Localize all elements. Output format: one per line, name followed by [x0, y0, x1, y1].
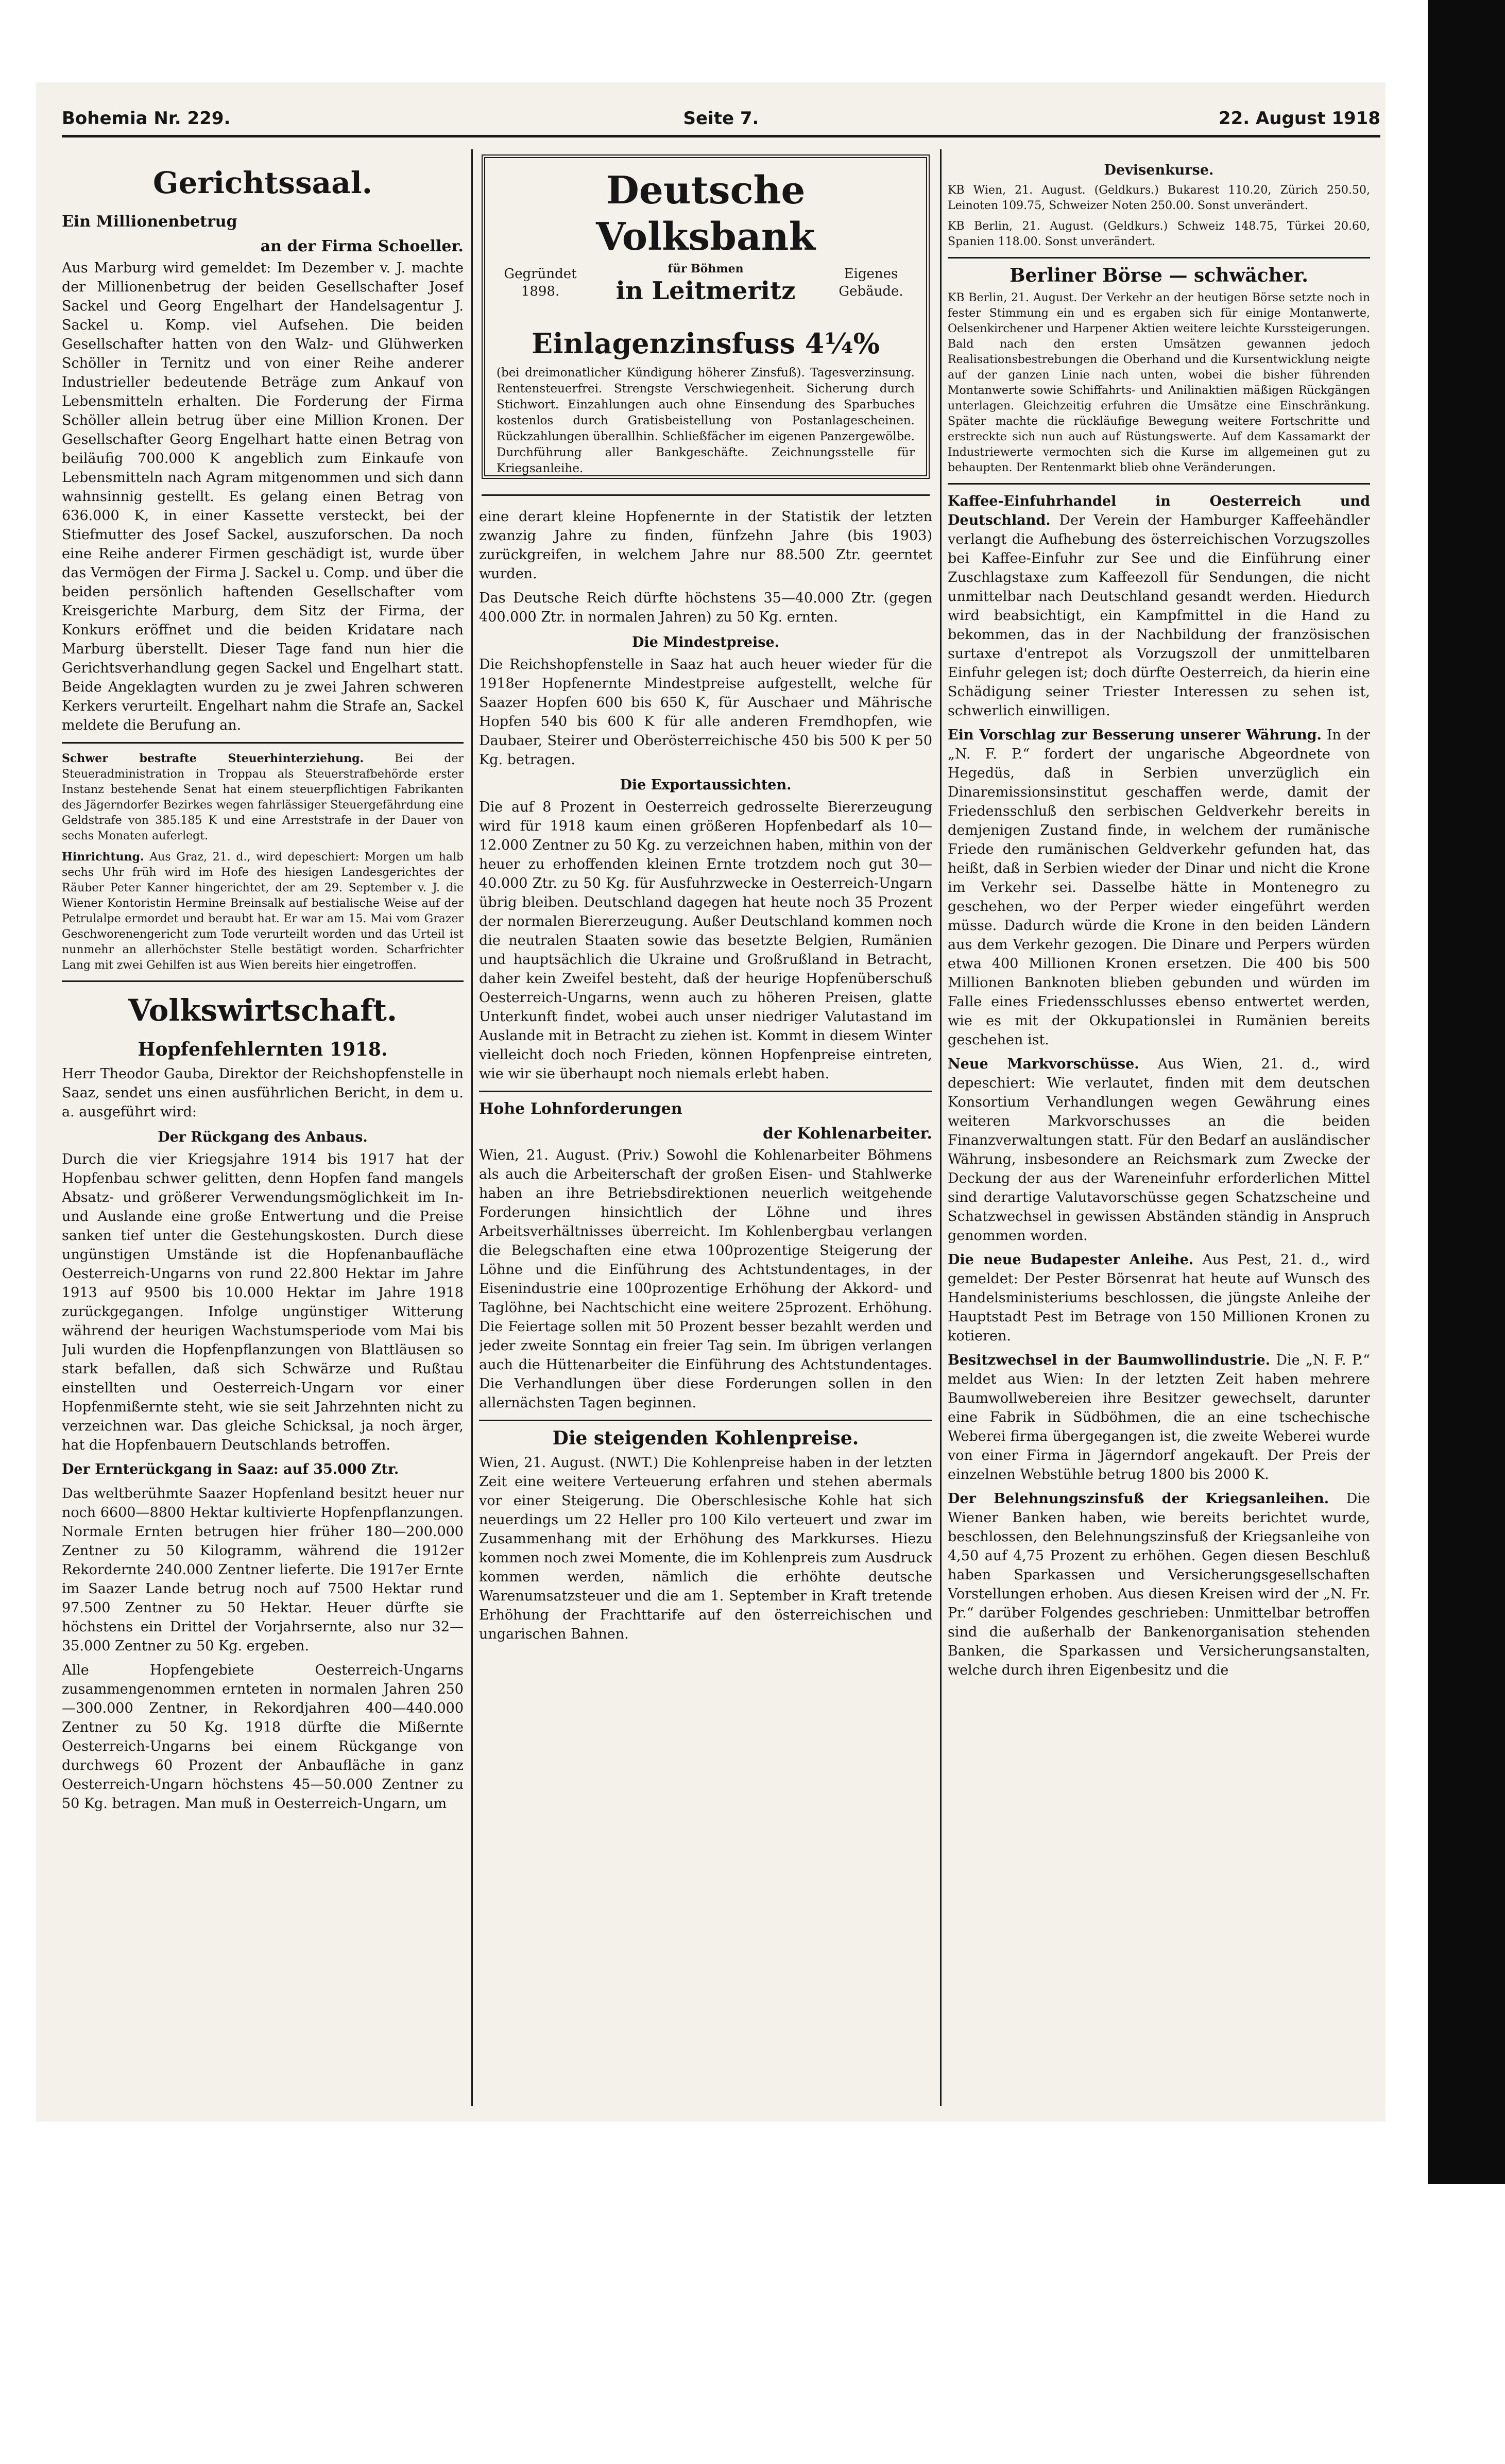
- item-keyword: Ein Vorschlag zur Besserung unserer Währung.: [948, 727, 1322, 743]
- article-subtitle: der Kohlenarbeiter.: [763, 1125, 932, 1143]
- ad-location: [584, 262, 827, 306]
- item-keyword: Der Ernterückgang in Saaz: auf 35.000 Ztr.: [62, 1461, 399, 1477]
- bank-name: Deutsche Volksbank: [596, 168, 815, 259]
- section-title-volkswirtschaft: Volkswirtschaft.: [128, 993, 398, 1028]
- item-text: Aus Graz, 21. d., wird depeschiert: Morgen um halb sechs Uhr früh wird im Hofe des hiesigen Landesgerichtes der Räuber Peter Kanner hingerichtet, der am 29. September v. J. die Wiener Kontoristin Hermine Breinsalk auf bestialische Weise auf der Petrulalpe ermordet und beraubt hat. Er war am 15. Mai vom Grazer Geschworenengericht zum Tode verurteilt worden und das Urteil ist nunmehr an allerhöchster Stelle bestätigt worden. Scharfrichter Lang mit zwei Gehilfen ist aus Wien bereits hier eingetroffen.: [62, 851, 464, 972]
- article-intro: Herr Theodor Gauba, Direktor der Reichshopfenstelle in Saaz, sendet uns einen ausführlichen Bericht, in dem u. a. ausgeführt wird:: [62, 1066, 464, 1120]
- ad-details-row: [497, 262, 915, 324]
- divider: [948, 483, 1370, 485]
- item-text: Der Verein der Hamburger Kaffeehändler verlangt die Aufhebung des österreichischen Vorzugszolles bei Kaffee-Einfuhr zur See und die Einführung einer Zuschlagstaxe zum Kaffeezoll für Sendungen, die nicht unmittelbar nach Deutschland gesandt werden. Hiedurch wird beabsichtigt, ein Kampfmittel in die Hand zu bekommen, das in der Nachbildung der französischen surtaxe d'entrepot als Vorzugszoll der unmittelbaren Einfuhr gelegen ist; doch dürfte Oesterreich, da hierin eine Schädigung seiner Triester Interessen zu sehen ist, schwerlich einwilligen.: [948, 512, 1370, 719]
- item-keyword: Der Belehnungszinsfuß der Kriegsanleihen.: [948, 1491, 1329, 1507]
- exchange-rates: KB Berlin, 21. August. (Geldkurs.) Schweiz 148.75, Türkei 20.60, Spanien 118.00. Sonst unverändert.: [948, 220, 1370, 248]
- header-rule: [62, 135, 1380, 137]
- section-title-gerichtssaal: Gerichtssaal.: [153, 165, 372, 200]
- news-item: [948, 1351, 1370, 1484]
- item-keyword: Schwer bestrafte Steuerhinterziehung.: [62, 752, 364, 765]
- subheading: Devisenkurse.: [1104, 162, 1214, 178]
- divider: [479, 1420, 932, 1421]
- article-title: Berliner Börse — schwächer.: [1010, 265, 1308, 286]
- bank-advertisement: [482, 154, 930, 479]
- page-header: [62, 108, 1380, 139]
- item-text: Bei der Steueradministration in Troppau als Steuerstrafbehörde erster Instanz bestehende Senat hat einem steuerpflichtigen Fabrikanten des Jägerndorfer Bezirkes wegen fahrlässiger Steuergefährdung eine Geldstrafe von 385.185 K und eine Arreststrafe in der Dauer von sechs Monaten auferlegt.: [62, 752, 464, 842]
- divider: [62, 742, 464, 744]
- divider: [479, 1091, 932, 1092]
- item-keyword: Die neue Budapester Anleihe.: [948, 1252, 1194, 1268]
- article-body: [62, 1460, 464, 1479]
- item-text: Die „N. F. P.“ meldet aus Wien: In der letzten Zeit haben mehrere Baumwollwebereien ihre Besitzer gewechselt, darunter eine Fabrik in Südböhmen, die an eine tschechische Weberei firma übergegangen ist, die zweite Weberei wurde von einer Firma in Jägerndorf angekauft. Der Preis der einzelnen Webstühle betrug 1800 bis 2000 K.: [948, 1352, 1370, 1483]
- ad-city: in Leitmeritz: [615, 277, 796, 305]
- header-page-number: Seite 7.: [683, 108, 759, 129]
- header-publication: Bohemia Nr. 229.: [62, 108, 231, 129]
- item-keyword: Neue Markvorschüsse.: [948, 1056, 1139, 1072]
- item-keyword: Hinrichtung.: [62, 850, 144, 864]
- item-text: Aus Wien, 21. d., wird depeschiert: Wie verlautet, finden mit dem deutschen Konsortium Verhandlungen wegen Gewährung eines weiteren Markvorschusses an die beiden Finanzverwaltungen statt. Für den Bedarf an ausländischer Währung, insbesondere an Reichsmark zum Zwecke der Deckung der aus der Wareneinfuhr erforderlichen Mittel sind derartige Valutavorschüsse gegen Schatzscheine und Schatzwechsel in gewissen Abständen ständig in Anspruch genommen worden.: [948, 1056, 1370, 1244]
- ad-region: für Böhmen: [668, 262, 744, 275]
- news-item: [62, 751, 464, 844]
- ad-fine-print: (bei dreimonatlicher Kündigung höherer Zinsfuß). Tagesverzinsung. Rentensteuerfrei. Strengste Verschwiegenheit. Sicherung durch Stichwort. Einzahlungen auch ohne Einsendung des Sparbuches kostenlos durch Gratisbeistellung von Postanlagescheinen. Rückzahlungen überallhin. Schließfächer im eigenen Panzergewölbe. Durchführung aller Bankgeschäfte. Zeichnungsstelle für Kriegsanleihe.: [497, 366, 915, 475]
- column-1: [62, 154, 464, 2111]
- article-title: Die steigenden Kohlenpreise.: [552, 1427, 859, 1449]
- item-text: In der „N. F. P.“ fordert der ungarische Abgeordnete von Hegedüs, daß in Serbien unverzüglich ein Dinaremissionsinstitut geschaffen werde, damit der Friedensschluß den serbischen Geldverkehr bereits in demjenigen Zustand finde, in welchem der rumänische Friede den rumänischen Geldverkehr gefunden hat, das heißt, daß in Serbien wieder der Dinar und nicht die Krone im Verkehr sei. Dasselbe hätte in Montenegro zu geschehen, wo der Perper wieder eingeführt werden müsse. Dadurch würde die Krone in den beiden Ländern aus dem Verkehr gezogen. Die Dinare und Perpers würden etwa 400 Millionen Kronen ersetzen. Die 400 bis 500 Millionen Banknoten blieben gebunden und würden im Falle eines Friedensschlusses ebenso entwertet werden, wie es mit der Okkupationslei in Rumänien bereits geschehen ist.: [948, 727, 1370, 1048]
- item-text: Die Wiener Banken haben, wie bereits berichtet wurde, beschlossen, den Belehnungszinsfuß der Kriegsanleihe von 4,50 auf 4,75 Prozent zu erhöhen. Gegen diesen Beschluß haben Sparkassen und Versicherungsgesellschaften Vorstellungen erhoben. Aus diesen Kreisen wird der „N. Fr. Pr.“ darüber Folgendes geschrieben: Unmittelbar betroffen sind die außerhalb der Bankenorganisation stehenden Banken, die Sparkassen und Versicherungsanstalten, welche durch ihren Eigenbesitz und die: [948, 1491, 1370, 1678]
- item-keyword: Kaffee-Einfuhrhandel in Oesterreich und Deutschland.: [948, 493, 1370, 528]
- article-title: Ein Millionenbetrug: [62, 213, 237, 231]
- ad-founded: Gegründet 1898.: [504, 266, 577, 299]
- item-keyword: Besitzwechsel in der Baumwollindustrie.: [948, 1352, 1271, 1368]
- subheading: Der Rückgang des Anbaus.: [158, 1129, 368, 1145]
- column-3: [948, 154, 1370, 2111]
- subheading: Die Exportaussichten.: [620, 777, 792, 793]
- news-item: [948, 726, 1370, 1049]
- article-title: Hopfenfehlernten 1918.: [138, 1039, 388, 1060]
- news-item: [948, 492, 1370, 720]
- news-item: [948, 1055, 1370, 1245]
- article-body: Die Reichshopfenstelle in Saaz hat auch heuer wieder für die 1918er Hopfenernte Mindestpreise aufgestellt, welche für Saazer Hopfen 600 bis 650 K, für Auschaer und Mährische Hopfen 540 bis 600 K für alle anderen Fremdhopfen, wie Daubaer, Steirer und Oberösterreichische 450 bis 500 K per 50 Kg. betragen.: [479, 657, 932, 768]
- column-2: [479, 507, 932, 2464]
- subheading: Die Mindestpreise.: [631, 634, 780, 650]
- ad-interest-rate: Einlagenzinsfuss 4¼%: [532, 327, 880, 360]
- article-body: Durch die vier Kriegsjahre 1914 bis 1917 hat der Hopfenbau schwer gelitten, denn Hopfen fand mangels Absatz- und größerer Verwendungsmöglichkeit im In- und Auslande eine große Entwertung und die Preise sanken tief unter die Gestehungskosten. Durch diese ungünstigen Umstände ist die Hopfenanbaufläche Oesterreich-Ungarns von rund 22.800 Hektar im Jahre 1913 auf 9500 bis 10.000 Hektar im Jahre 1918 zurückgegangen. Infolge ungünstiger Witterung während der heurigen Wachstumsperiode vom Mai bis Juli wurden die Hopfenpflanzungen von Blattläusen so stark befallen, daß sich Schwärze und Rußtau einstellten und Oesterreich-Ungarn vor einer Hopfenmißernte steht, wie sie seit Jahrzehnten nicht zu verzeichnen war. Das gleiche Schicksal, ja noch ärger, hat die Hopfenbauern Deutschlands betroffen.: [62, 1151, 464, 1453]
- item-text: Aus Pest, 21. d., wird gemeldet: Der Pester Börsenrat hat heute auf Wunsch des Handelsministeriums beschlossen, die jüngste Anleihe der Hauptstadt Pest im Betrage von 150 Millionen Kronen zu kotieren.: [948, 1252, 1370, 1344]
- divider: [948, 257, 1370, 259]
- article-body: Wien, 21. August. (NWT.) Die Kohlenpreise haben in der letzten Zeit eine weitere Verteuerung erfahren und stehen abermals vor einer Steigerung. Die Oberschlesische Kohle hat sich neuerdings um 22 Heller pro 100 Kilo verteuert und zwar im Zusammenhang mit der Erhöhung des Markkurses. Hiezu kommen noch zwei Momente, die im Kohlenpreis zum Ausdruck kommen werden, nämlich die erhöhte deutsche Warenumsatzsteuer und die am 1. September in Kraft tretende Erhöhung der Frachttarife auf den österreichischen und ungarischen Bahnen.: [479, 1455, 932, 1642]
- article-title: Hohe Lohnforderungen: [479, 1100, 682, 1118]
- article-body: KB Berlin, 21. August. Der Verkehr an der heutigen Börse setzte noch in fester Stimmung ein und es ergaben sich für einige Montanwerte, Oelsenkirchener und Harpener Aktien weitere leichte Kurssteigerungen. Bald nach den ersten Umsätzen gewannen jedoch Realisationsbestrebungen die Oberhand und die Kursentwicklung neigte auf der ganzen Linie nach unten, wobei die bisher führenden Montanwerte sowie Schiffahrts- und Anilinaktien mäßigen Rückgängen unterlagen. Gleichzeitig erfuhren die Umsätze eine Einschränkung. Später machte die rückläufige Bewegung weitere Fortschritte und erstreckte sich nun auch auf Rüstungswerte. Auf dem Kassamarkt der Industriewerte vermochten sich die Kurse im allgemeinen gut zu behaupten. Der Rentenmarkt blieb ohne Veränderungen.: [948, 291, 1370, 474]
- article-body: Das weltberühmte Saazer Hopfenland besitzt heuer nur noch 6600—8800 Hektar kultivierte Hopfenpflanzungen. Normale Ernten betrugen hier früher 180—200.000 Zentner zu 50 Kilogramm, während die 1912er Rekordernte 240.000 Zentner lieferte. Die 1917er Ernte im Saazer Lande betrug noch auf 7500 Hektar rund 97.500 Zentner zu 50 Hektar. Heuer dürfte sie höchstens ein Drittel der Vorjahrsernte, also nur 32—35.000 Zentner zu 50 Kg. ergeben.: [62, 1486, 464, 1654]
- scan-border: [1428, 0, 1505, 2184]
- article-body: Aus Marburg wird gemeldet: Im Dezember v. J. machte der Millionenbetrug der beiden Gesellschafter Josef Sackel und Georg Engelhart der Handelsagentur J. Sackel u. Komp. viel Aufsehen. Die beiden Gesellschafter hatten von den Walz- und Glühwerken Schöller in Ternitz und von einer Reihe anderer Industrieller bedeutende Beträge zum Ankauf von Lebensmitteln erhalten. Die Forderung der Firma Schöller allein betrug über eine Million Kronen. Der Gesellschafter Georg Engelhart hatte einen Betrag von beiläufig 700.000 K angeblich zum Einkaufe von Lebensmitteln nach Agram mitgenommen und sich dann wahnsinnig gestellt. Es gelang einen Betrag von 636.000 K, in einer Kassette versteckt, bei der Stiefmutter des Josef Sackel, auszuforschen. Da noch eine Reihe anderer Firmen geschädigt ist, wurde über das Vermögen der Firma J. Sackel u. Comp. und über die beiden persönlich haftenden Gesellschafter vom Kreisgerichte Marburg, dem Sitz der Firma, der Konkurs eröffnet und die beiden Kridatare nach Marburg überstellt. Dieser Tage fand nun hier die Gerichtsverhandlung gegen Sackel und Engelhart statt. Beide Angeklagten wurden zu je zwei Jahren schweren Kerkers verurteilt. Engelhart nahm die Strafe an, Sackel meldete die Berufung an.: [62, 260, 464, 733]
- column-divider-1: [471, 149, 473, 2106]
- article-body: eine derart kleine Hopfenernte in der Statistik der letzten zwanzig Jahre zu finden, fünfzehn Jahre (bis 1903) zurückgreifen, in welchem Jahre nur 88.500 Ztr. geerntet wurden.: [479, 509, 932, 582]
- article-body: Alle Hopfengebiete Oesterreich-Ungarns zusammengenommen ernteten in normalen Jahren 250—300.000 Zentner, in Rekordjahren 400—440.000 Zentner zu 50 Kg. 1918 dürfte die Mißernte Oesterreich-Ungarns bei einem Rückgange von durchwegs 60 Prozent der Anbaufläche in ganz Oesterreich-Ungarn höchstens 45—50.000 Zentner zu 50 Kg. betragen. Man muß in Oesterreich-Ungarn, um: [62, 1662, 464, 1812]
- news-item: [62, 849, 464, 973]
- article-body: Wien, 21. August. (Priv.) Sowohl die Kohlenarbeiter Böhmens als auch die Arbeiterschaft der großen Eisen- und Stahlwerke haben an ihre Betriebsdirektionen neuerlich weitgehende Forderungen hinsichtlich der Löhne und ihres Arbeitsverhältnisses überreicht. Im Kohlenbergbau verlangen die Belegschaften eine etwa 100prozentige Steigerung der Löhne und die Einführung des Achtstundentages, in der Eisenindustrie eine 100prozentige Erhöhung der Akkord- und Taglöhne, bei Nachtschicht eine weitere 25prozent. Erhöhung. Die Feiertage sollen mit 50 Prozent besser bezahlt werden und jeder zweite Sonntag ein freier Tag sein. Im übrigen verlangen auch die Hüttenarbeiter die Einführung des Achtstundentages. Die Verhandlungen über diese Forderungen sollen in den allernächsten Tagen beginnen.: [479, 1147, 932, 1411]
- column-divider-2: [940, 149, 942, 2106]
- article-subtitle: an der Firma Schoeller.: [260, 237, 464, 255]
- header-date: 22. August 1918: [1218, 108, 1380, 129]
- news-item: [948, 1250, 1370, 1346]
- exchange-rates: KB Wien, 21. August. (Geldkurs.) Bukarest 110.20, Zürich 250.50, Leinoten 109.75, Schweizer Noten 250.00. Sonst unverändert.: [948, 184, 1370, 212]
- article-body: Die auf 8 Prozent in Oesterreich gedrosselte Biererzeugung wird für 1918 kaum einen größeren Hopfenbedarf als 10—12.000 Zentner zu 50 Kg. zu verzeichnen haben, mithin von der heuer zu erhoffenden kleinen Ernte trotzdem noch gut 30—40.000 Ztr. zu 50 Kg. für Ausfuhrzwecke in Oesterreich-Ungarn übrig bleiben. Deutschland dagegen hat heute noch 35 Prozent der normalen Biererzeugung. Außer Deutschland kommen noch die neutralen Staaten sowie das besetzte Belgien, Rumänien und hauptsächlich die Ukraine und Großrußland in Betracht, daher kein Zweifel besteht, daß der heurige Hopfenüberschuß Oesterreich-Ungarns, wenn auch zu höheren Preisen, glatte Unterkunft findet, wobei auch unser niedriger Valutastand im Auslande mit in Betracht zu ziehen ist. Kommt in diesem Winter vielleicht doch noch Frieden, können Hopfenpreise eintreten, wie wir sie überhaupt noch niemals erlebt haben.: [479, 799, 932, 1082]
- news-item: [948, 1489, 1370, 1680]
- divider: [62, 980, 464, 982]
- ad-building: Eigenes Gebäude.: [839, 266, 903, 299]
- ad-bottom-rule: [482, 494, 930, 496]
- article-body: Das Deutsche Reich dürfte höchstens 35—40.000 Ztr. (gegen 400.000 Ztr. in normalen Jahren) zu 50 Kg. ernten.: [479, 590, 932, 625]
